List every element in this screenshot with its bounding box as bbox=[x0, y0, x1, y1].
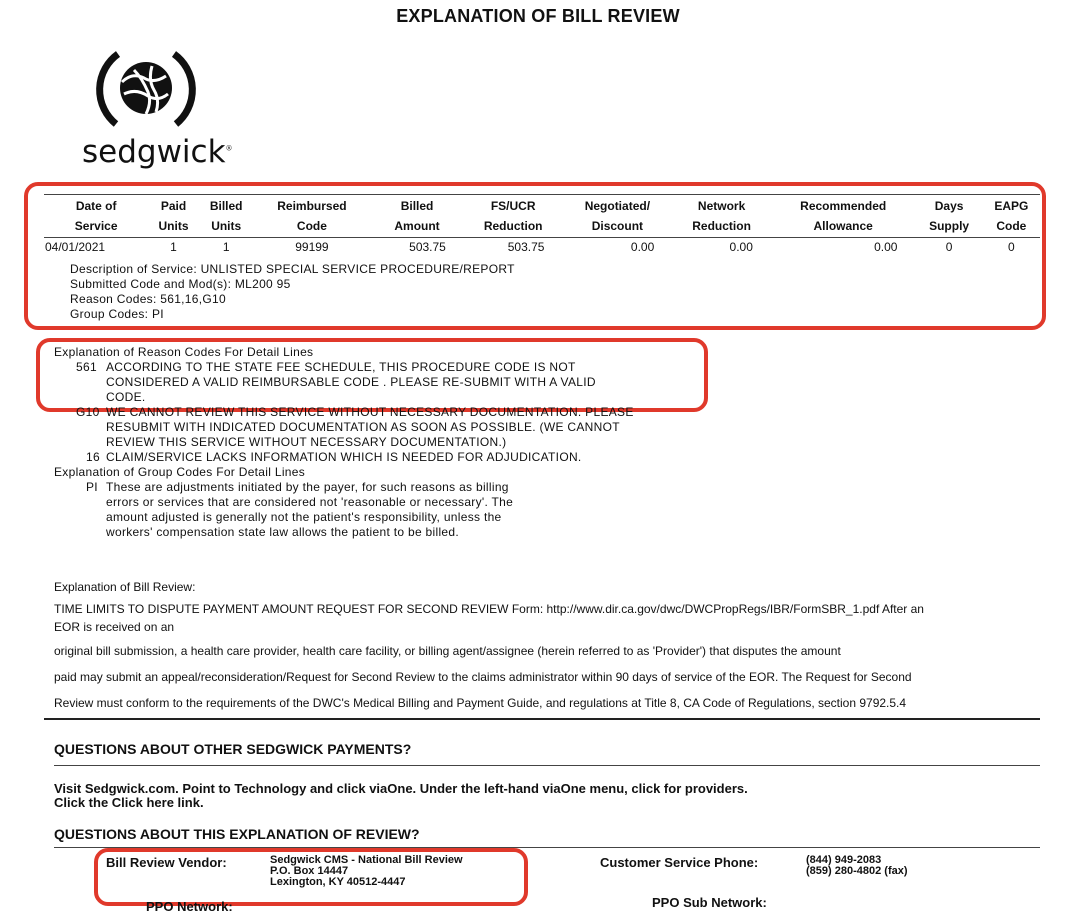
detail-block bbox=[70, 262, 515, 322]
vendor-address bbox=[270, 855, 463, 888]
bill-review-line: paid may submit an appeal/reconsideration/Request for Second Review to the claims administrator within 90 days of service of the EOR. The Request for Second bbox=[54, 670, 912, 684]
reason-explanation bbox=[54, 345, 754, 540]
page-title: EXPLANATION OF BILL REVIEW bbox=[396, 6, 680, 26]
cell-negotiated: 0.00 bbox=[630, 240, 655, 254]
reason-code: G10 bbox=[76, 405, 100, 419]
reason-line: RESUBMIT WITH INDICATED DOCUMENTATION AS SOON AS POSSIBLE. (WE CANNOT bbox=[106, 420, 620, 434]
col-eapg: EAPG Code bbox=[983, 195, 1040, 238]
cell-days: 0 bbox=[945, 240, 953, 254]
col-network: Network Reduction bbox=[672, 195, 771, 238]
group-line: amount adjusted is generally not the patient's responsibility, unless the bbox=[106, 510, 502, 524]
reason-line: ACCORDING TO THE STATE FEE SCHEDULE, THIS PROCEDURE CODE IS NOT bbox=[106, 360, 576, 374]
cell-date: 04/01/2021 bbox=[45, 240, 106, 254]
reason-item bbox=[54, 450, 754, 465]
reason-item bbox=[54, 360, 754, 405]
ppo-network-label: PPO Network: bbox=[146, 900, 233, 912]
vendor-line: Lexington, KY 40512-4447 bbox=[270, 876, 406, 888]
group-codes-line: Group Codes: PI bbox=[70, 307, 164, 321]
bill-review-explanation bbox=[54, 574, 1054, 716]
bill-review-line: TIME LIMITS TO DISPUTE PAYMENT AMOUNT REQUEST FOR SECOND REVIEW Form: http://www.dir.ca.gov/dwc/DWCPropRegs/IBR/FormSBR_1.pdf After an bbox=[54, 602, 924, 616]
col-billed-units: Billed Units bbox=[199, 195, 254, 238]
col-fs-reduction: FS/UCR Reduction bbox=[464, 195, 563, 238]
group-heading: Explanation of Group Codes For Detail Lines bbox=[54, 465, 306, 479]
reason-codes-line: Reason Codes: 561,16,G10 bbox=[70, 292, 226, 306]
col-recommended: Recommended Allowance bbox=[771, 195, 916, 238]
bill-review-line: original bill submission, a health care provider, health care facility, or billing agent/assignee (herein referred to as 'Provider') that disputes the amount bbox=[54, 644, 841, 658]
bill-review-line: EOR is received on an bbox=[54, 620, 175, 634]
col-reimbursed-code: Reimbursed Code bbox=[254, 195, 371, 238]
reason-line: WE CANNOT REVIEW THIS SERVICE WITHOUT NECESSARY DOCUMENTATION. PLEASE bbox=[106, 405, 634, 419]
bill-review-line: Review must conform to the requirements of the DWC's Medical Billing and Payment Guide, and regulations at Title 8, CA Code of Regulations, section 9792.5.4 bbox=[54, 696, 907, 710]
cell-paid-units: 1 bbox=[170, 240, 177, 254]
questions-review-heading: QUESTIONS ABOUT THIS EXPLANATION OF REVIEW? bbox=[54, 826, 420, 842]
col-days: Days Supply bbox=[915, 195, 982, 238]
submitted-line: Submitted Code and Mod(s): ML200 95 bbox=[70, 277, 291, 291]
reason-line: CONSIDERED A VALID REIMBURSABLE CODE . PLEASE RE-SUBMIT WITH A VALID bbox=[106, 375, 596, 389]
vendor-line: P.O. Box 14447 bbox=[270, 865, 349, 877]
col-paid-units: Paid Units bbox=[148, 195, 198, 238]
cell-recommended: 0.00 bbox=[874, 240, 898, 254]
ppo-sub-network-label: PPO Sub Network: bbox=[652, 895, 767, 910]
phone-line: (844) 949-2083 bbox=[806, 854, 882, 866]
group-item bbox=[54, 480, 754, 540]
reason-code: 16 bbox=[86, 450, 100, 464]
group-line: workers' compensation state law allows the patient to be billed. bbox=[106, 525, 460, 539]
cell-billed-units: 1 bbox=[222, 240, 230, 254]
group-line: These are adjustments initiated by the payer, for such reasons as billing bbox=[106, 480, 509, 494]
group-line: errors or services that are considered not 'reasonable or necessary'. The bbox=[106, 495, 514, 509]
col-date: Date of Service bbox=[44, 195, 148, 238]
phone-line: (859) 280-4802 (fax) bbox=[806, 865, 908, 877]
questions-other-heading: QUESTIONS ABOUT OTHER SEDGWICK PAYMENTS? bbox=[54, 741, 412, 757]
questions-other-line: Click the Click here link. bbox=[54, 795, 204, 810]
phone-numbers bbox=[806, 855, 908, 877]
table-header-row bbox=[44, 195, 1040, 238]
questions-other-text bbox=[54, 782, 1054, 810]
bill-table bbox=[44, 194, 1040, 256]
reason-heading: Explanation of Reason Codes For Detail Lines bbox=[54, 345, 314, 359]
description-line: Description of Service: UNLISTED SPECIAL SERVICE PROCEDURE/REPORT bbox=[70, 262, 515, 276]
questions-other-rule bbox=[54, 765, 1040, 766]
vendor-line: Sedgwick CMS - National Bill Review bbox=[270, 854, 463, 866]
cell-fs-reduction: 503.75 bbox=[507, 240, 545, 254]
section-divider bbox=[44, 718, 1040, 720]
cell-network: 0.00 bbox=[729, 240, 753, 254]
reason-code: 561 bbox=[76, 360, 97, 374]
group-code: PI bbox=[86, 480, 98, 494]
questions-other-line: Visit Sedgwick.com. Point to Technology and click viaOne. Under the left-hand viaOne menu, click for providers. bbox=[54, 781, 748, 796]
vendor-label: Bill Review Vendor: bbox=[106, 855, 227, 870]
table-row bbox=[44, 238, 1040, 257]
col-billed-amount: Billed Amount bbox=[370, 195, 464, 238]
bill-review-heading: Explanation of Bill Review: bbox=[54, 580, 196, 594]
cell-billed-amount: 503.75 bbox=[409, 240, 446, 254]
phone-label: Customer Service Phone: bbox=[600, 855, 759, 870]
reason-line: CLAIM/SERVICE LACKS INFORMATION WHICH IS NEEDED FOR ADJUDICATION. bbox=[106, 450, 582, 464]
reason-line: REVIEW THIS SERVICE WITHOUT NECESSARY DOCUMENTATION.) bbox=[106, 435, 507, 449]
col-negotiated: Negotiated/ Discount bbox=[562, 195, 672, 238]
reason-item bbox=[54, 405, 754, 450]
cell-reimbursed-code: 99199 bbox=[295, 240, 329, 254]
globe-icon bbox=[82, 42, 242, 132]
cell-eapg: 0 bbox=[1008, 240, 1015, 254]
reason-line: CODE. bbox=[106, 390, 146, 404]
logo-wordmark: sedgwick® bbox=[82, 134, 233, 170]
sedgwick-logo bbox=[82, 42, 242, 172]
